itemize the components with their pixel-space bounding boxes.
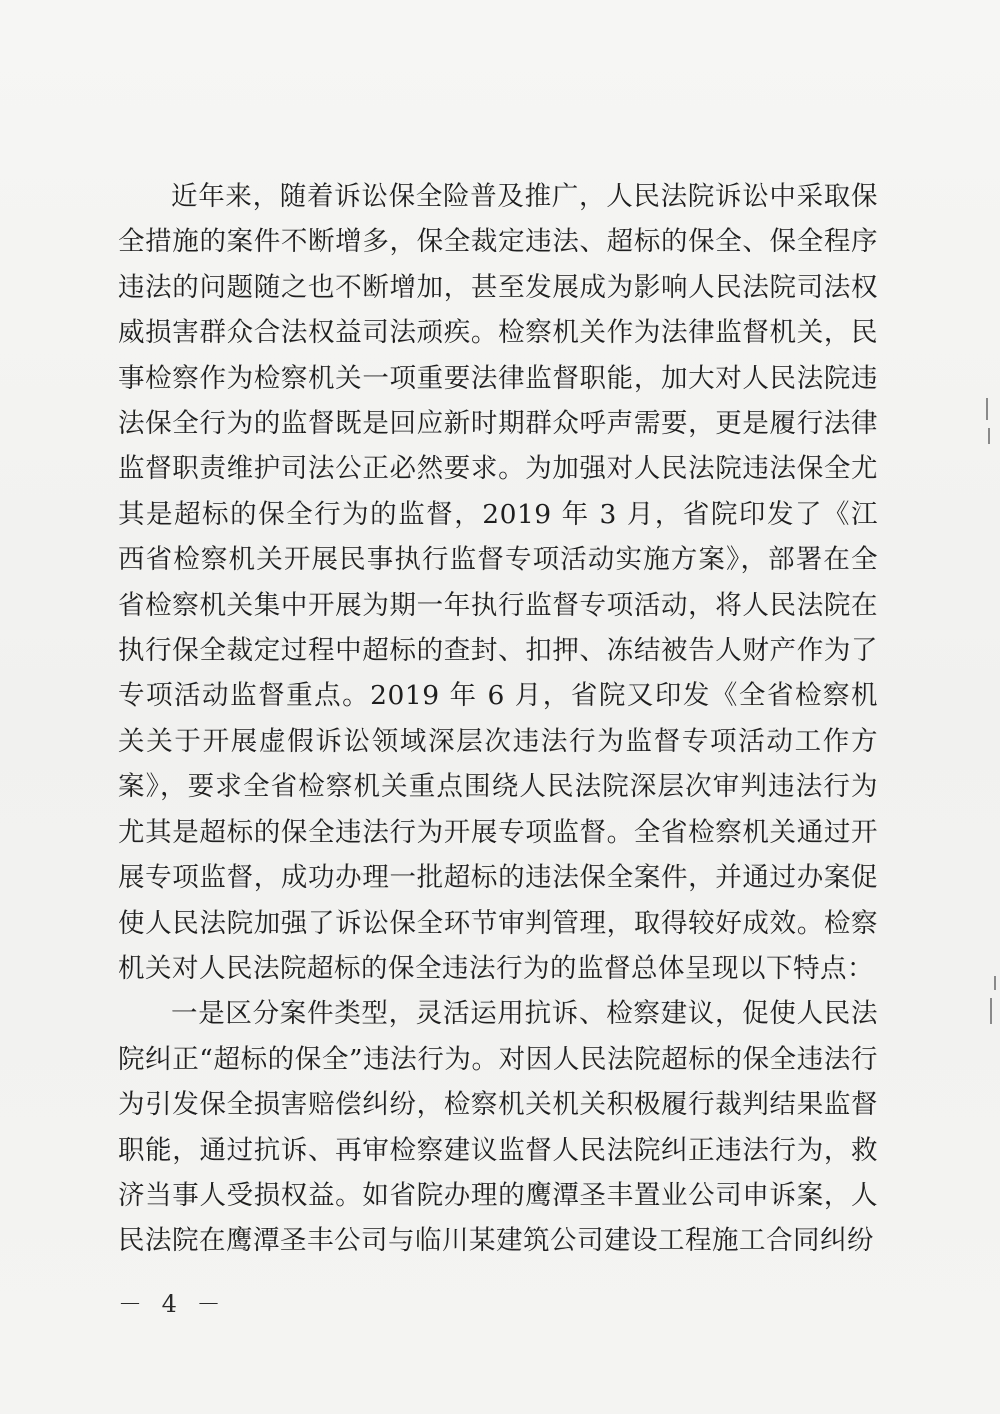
scan-edge-mark: [988, 428, 990, 444]
scan-edge-mark: [994, 976, 996, 990]
scan-edge-mark: [986, 398, 988, 420]
page-number: － 4 －: [118, 1290, 227, 1318]
scan-edge-mark: [990, 998, 992, 1024]
paragraph-point-one: 一是区分案件类型，灵活运用抗诉、检察建议，促使人民法院纠正“超标的保全”违法行为。对因人民法院超标的保全违法行为引发保全损害赔偿纠纷，检察机关机关积极履行裁判结果监督职能，通过抗诉、再审检察建议监督人民法院纠正违法行为，救济当事人受损权益。如省院办理的鹰潭圣丰置业公司申诉案，人民法院在鹰潭圣丰公司与临川某建筑公司建设工程施工合同纠纷: [118, 998, 878, 1257]
paragraph-intro: 近年来，随着诉讼保全险普及推广，人民法院诉讼中采取保全措施的案件不断增多，保全裁定违法、超标的保全、保全程序违法的问题随之也不断增加，甚至发展成为影响人民法院司法权威损害群众合法权益司法顽疾。检察机关作为法律监督机关，民事检察作为检察机关一项重要法律监督职能，加大对人民法院违法保全行为的监督既是回应新时期群众呼声需要，更是履行法律监督职责维护司法公正必然要求。为加强对人民法院违法保全尤其是超标的保全行为的监督，2019 年 3 月，省院印发了《江西省检察机关开展民事执行监督专项活动实施方案》，部署在全省检察机关集中开展为期一年执行监督专项活动，将人民法院在执行保全裁定过程中超标的查封、扣押、冻结被告人财产作为了专项活动监督重点。2019 年 6 月，省院又印发《全省检察机关关于开展虚假诉讼领域深层次违法行为监督专项活动工作方案》，要求全省检察机关重点围绕人民法院深层次审判违法行为尤其是超标的保全违法行为开展专项监督。全省检察机关通过开展专项监督，成功办理一批超标的违法保全案件，并通过办案促使人民法院加强了诉讼保全环节审判管理，取得较好成效。检察机关对人民法院超标的保全违法行为的监督总体呈现以下特点：: [118, 181, 878, 984]
document-body: [118, 174, 878, 1264]
